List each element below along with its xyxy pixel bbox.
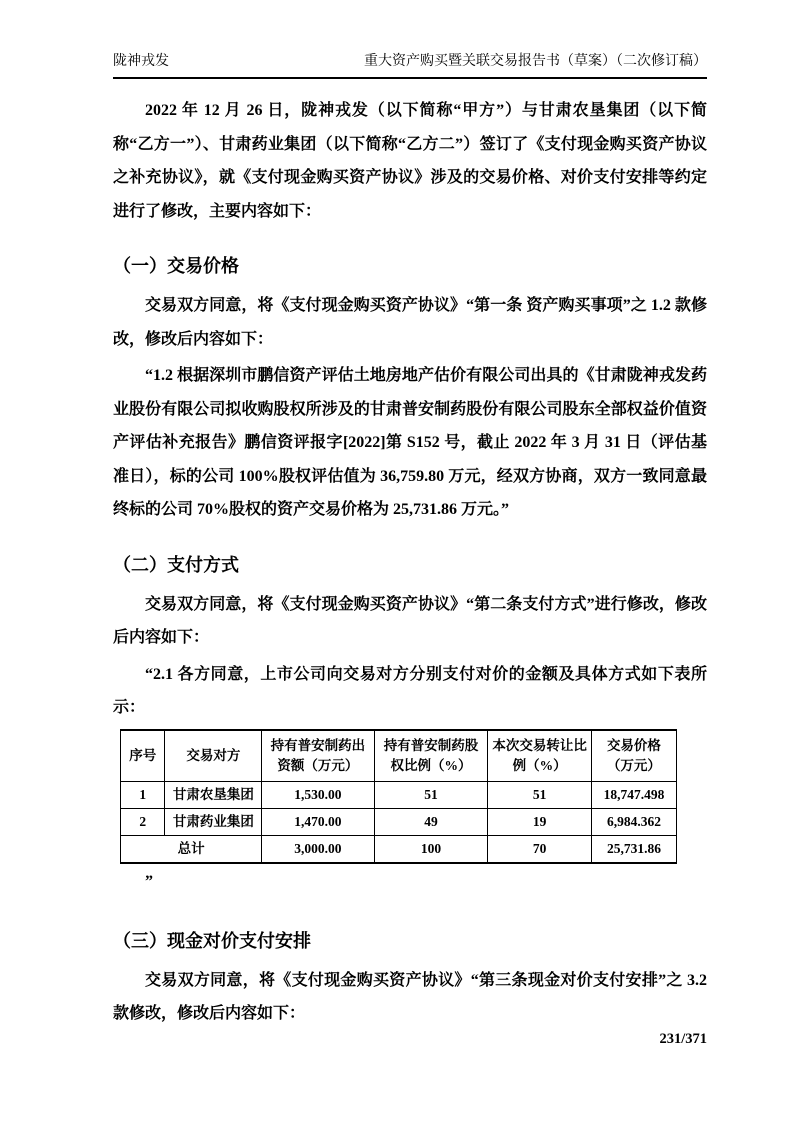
section-2-paragraph-2: “2.1 各方同意，上市公司向交易对方分别支付对价的金额及具体方式如下表所示： <box>113 665 707 716</box>
cell-transfer-ratio: 19 <box>488 809 591 836</box>
cell-seq: 1 <box>121 782 165 809</box>
section-2-paragraph-1: 交易双方同意，将《支付现金购买资产协议》“第二条支付方式”进行修改，修改后内容如下： <box>113 595 707 646</box>
cell-transfer-ratio: 51 <box>488 782 591 809</box>
table-total-row <box>121 836 677 863</box>
section-1-heading: （一）交易价格 <box>113 256 239 276</box>
header-right-title: 重大资产购买暨关联交易报告书（草案）（二次修订稿） <box>364 54 707 69</box>
table-row <box>121 782 677 809</box>
closing-quote-mark: ” <box>145 872 153 890</box>
cell-price: 6,984.362 <box>591 809 676 836</box>
table-header-row <box>121 730 677 782</box>
section-2-heading: （二）支付方式 <box>113 554 239 575</box>
table-row <box>121 809 677 836</box>
cell-equity-ratio: 51 <box>374 782 488 809</box>
section-3-heading: （三）现金对价支付安排 <box>113 930 311 951</box>
cell-counterparty: 甘肃药业集团 <box>165 809 262 836</box>
cell-seq: 2 <box>121 809 165 836</box>
col-header-equity-ratio: 持有普安制药股权比例（%） <box>374 730 488 782</box>
header-left-title: 陇神戎发 <box>113 54 169 69</box>
payment-table <box>120 729 677 864</box>
cell-total-label: 总计 <box>121 836 262 863</box>
cell-capital: 1,470.00 <box>262 809 374 836</box>
intro-paragraph: 2022 年 12 月 26 日，陇神戎发（以下简称“甲方”）与甘肃农垦集团（以下简称“乙方一”）、甘肃药业集团（以下简称“乙方二”）签订了《支付现金购买资产协议之补充协议》，就《支付现金购买资产协议》涉及的交易价格、对价支付安排等约定进行了修改，主要内容如下： <box>113 102 707 220</box>
cell-capital: 1,530.00 <box>262 782 374 809</box>
cell-price: 18,747.498 <box>591 782 676 809</box>
col-header-seq: 序号 <box>121 730 165 782</box>
cell-total-equity-ratio: 100 <box>374 836 488 863</box>
section-1-paragraph-2: “1.2 根据深圳市鹏信资产评估土地房地产估价有限公司出具的《甘肃陇神戎发药业股份有限公司拟收购股权所涉及的甘肃普安制药股份有限公司股东全部权益价值资产评估补充报告》鹏信资评报字[2022]第 S152 号，截止 2022 年 3 月 31 日（评估基准日），标的公司 100%股权评估值为 36,759.80 万元，经双方协商，双方一致同意最终标的公司 70%股权的资产交易价格为 25,731.86 万元。” <box>113 367 707 518</box>
section-1-paragraph-1: 交易双方同意，将《支付现金购买资产协议》“第一条 资产购买事项”之 1.2 款修改，修改后内容如下： <box>113 297 707 348</box>
col-header-price: 交易价格（万元） <box>591 730 676 782</box>
cell-counterparty: 甘肃农垦集团 <box>165 782 262 809</box>
col-header-counterparty: 交易对方 <box>165 730 262 782</box>
cell-equity-ratio: 49 <box>374 809 488 836</box>
document-header <box>113 50 707 79</box>
section-3-paragraph-1: 交易双方同意，将《支付现金购买资产协议》“第三条现金对价支付安排”之 3.2 款修改，修改后内容如下： <box>113 971 707 1022</box>
col-header-capital: 持有普安制药出资额（万元） <box>262 730 374 782</box>
cell-total-price: 25,731.86 <box>591 836 676 863</box>
page-number: 231/371 <box>659 1030 707 1047</box>
col-header-transfer-ratio: 本次交易转让比例（%） <box>488 730 591 782</box>
cell-total-transfer-ratio: 70 <box>488 836 591 863</box>
cell-total-capital: 3,000.00 <box>262 836 374 863</box>
